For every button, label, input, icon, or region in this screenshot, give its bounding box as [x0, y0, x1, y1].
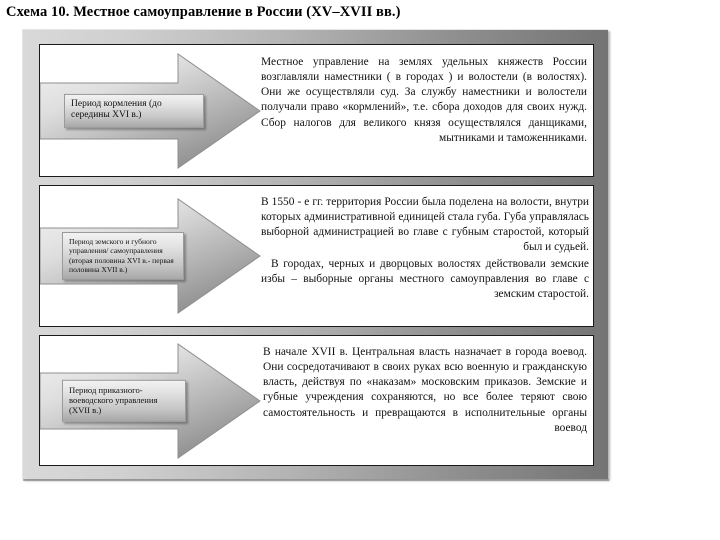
description-paragraph: В начале XVII в. Центральная власть назначает в города воевод. Они сосредотачивают в своих руках всю военную и гражданскую власть, действуя по «наказам» московским приказов. Земские и губные учреждения сохраняются, но все более теряют свою самостоятельность и превращаются в исполнительные органы воевод: [263, 346, 587, 434]
period-row: [39, 44, 594, 177]
page-title: Схема 10. Местное самоуправление в России (XV–XVII вв.): [6, 4, 401, 20]
period-row: [39, 185, 594, 327]
description-paragraph: Местное управление на землях удельных княжеств России возглавляли наместники ( в городах ) и волостели (в волостях). Они же осуществляли суд. За службу наместники и волостели получали право «кормлений», т.е. сбора доходов для своих нужд. Сбор налогов для великого князя осуществлялся данщиками, мытниками и таможенниками.: [261, 56, 587, 144]
slide-canvas: [22, 29, 608, 479]
description-paragraph: В 1550 - е гг. территория России была поделена на волости, внутри которых административной единицей стала губа. Губа управлялась выборной администрацией во главе с губным старостой, который был и судьей.: [261, 196, 589, 254]
period-arrow-shape: [40, 342, 262, 460]
period-row: [39, 335, 594, 466]
period-arrow-label: Период земского и губного управления/ самоуправления (вторая половина XVI в.- первая половина XVII в.): [62, 232, 184, 280]
period-description: [261, 195, 589, 320]
period-arrow-label: Период приказного-воеводского управления (XVII в.): [62, 379, 186, 421]
period-arrow-label: Период кормления (до середины XVI в.): [64, 93, 204, 127]
period-description: [263, 345, 587, 459]
period-arrow-shape: [40, 197, 262, 315]
period-description: [261, 55, 587, 170]
description-paragraph: В городах, черных и дворцовых волостях действовали земские избы – выборные органы местного самоуправления во главе с земским старостой.: [261, 257, 589, 300]
period-arrow-shape: [40, 52, 262, 170]
